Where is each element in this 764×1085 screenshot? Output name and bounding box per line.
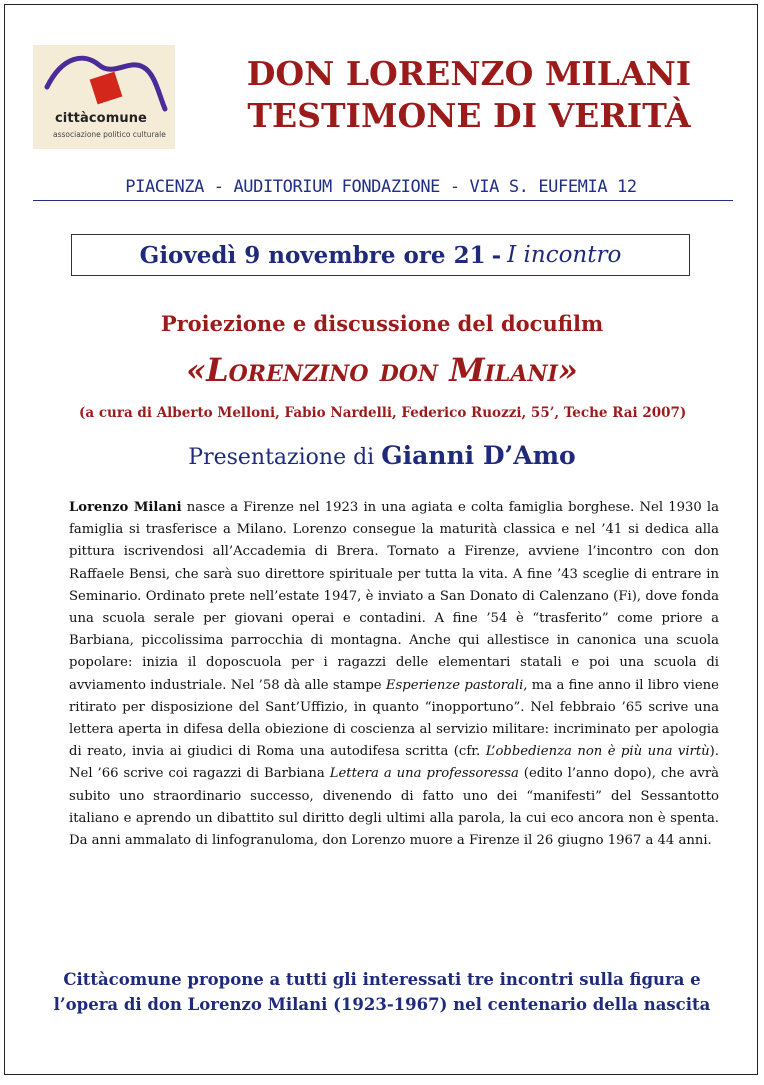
presenter-name: Gianni D’Amo — [381, 441, 576, 470]
main-title — [189, 53, 749, 137]
bio-text-4: (edito l’anno dopo), che avrà subito uno straordinario successo, divenendo di fatto uno dei “manifesti” del Sessantotto italiano e aprendo un dibattito sul diritto degli ultimi alla parola, la cui eco ancora non è spenta. Da anni ammalato di linfogranuloma, don Lorenzo muore a Firenze il 26 giugno 1967 a 44 anni. — [69, 766, 719, 849]
biography-paragraph — [69, 497, 719, 852]
bio-book-2: L’obbedienza non è più una virtù — [485, 744, 710, 760]
date-time: Giovedì 9 novembre ore 21 — [139, 241, 486, 269]
closing-line-2: l’opera di don Lorenzo Milani (1923-1967) nel centenario della nascita — [53, 995, 711, 1014]
date-box — [71, 234, 690, 276]
projection-heading: Proiezione e discussione del docufilm — [160, 311, 604, 336]
main-title-line-2: TESTIMONE DI VERITÀ — [247, 96, 691, 135]
logo-subtitle: associazione politico culturale — [53, 130, 166, 139]
cittacomune-logo — [33, 45, 175, 149]
bio-book-1: Esperienze pastorali — [385, 677, 524, 693]
date-separator: - — [491, 241, 502, 269]
flyer-page — [4, 4, 758, 1075]
bio-text-1: nasce a Firenze nel 1923 in una agiata e colta famiglia borghese. Nel 1930 la famiglia si trasferisce a Milano. Lorenzo consegue la maturità classica e nel ’41 si dedica alla pittura iscrivendosi all’Accademia di Brera. Tornato a Firenze, avviene l’incontro con don Raffaele Bensi, che sarà suo direttore spirituale per tutta la vita. A fine ’43 sceglie di entrare in Seminario. Ordinato prete nell’estate 1947, è inviato a San Donato di Calenzano (Fi), dove fonda una scuola serale per giovani operai e contadini. A fine ’54 è “trasferito” come priore a Barbiana, piccolissima parrocchia di montagna. Anche qui allestisce in canonica una scuola popolare: inizia il doposcuola per i ragazzi delle elementari statali e poi una scuola di avviamento industriale. Nel ’58 dà alle stampe — [69, 500, 719, 693]
bio-lead-name: Lorenzo Milani — [69, 500, 182, 515]
bio-text-2: , ma a fine anno il libro viene ritirato per disposizione del Sant’Uffizio, in quanto “inopportuno”. Nel febbraio ’65 scrive una lettera aperta in difesa della obiezione di coscienza al servizio militare: incriminato per apologia di reato, invia ai giudici di Roma una autodifesa scritta (cfr. — [69, 677, 719, 760]
meeting-ordinal: I incontro — [507, 242, 622, 268]
main-title-line-1: DON LORENZO MILANI — [246, 54, 692, 93]
closing-note — [35, 967, 729, 1017]
film-title: «Lorenzino don Milani» — [186, 351, 578, 389]
bio-book-3: Lettera a una professoressa — [329, 766, 519, 782]
closing-line-1: Cittàcomune propone a tutti gli interessati tre incontri sulla figura e — [63, 970, 701, 989]
venue-underline — [33, 200, 733, 201]
bio-text-3: ). Nel ’66 scrive coi ragazzi di Barbiana — [69, 744, 719, 782]
presenter-line — [5, 441, 759, 470]
film-credits: (a cura di Alberto Melloni, Fabio Nardelli, Federico Ruozzi, 55’, Teche Rai 2007) — [79, 405, 687, 421]
presenter-prefix: Presentazione di — [188, 445, 375, 470]
logo-name: cittàcomune — [55, 111, 147, 126]
venue-line: PIACENZA - AUDITORIUM FONDAZIONE - VIA S. EUFEMIA 12 — [125, 177, 637, 197]
